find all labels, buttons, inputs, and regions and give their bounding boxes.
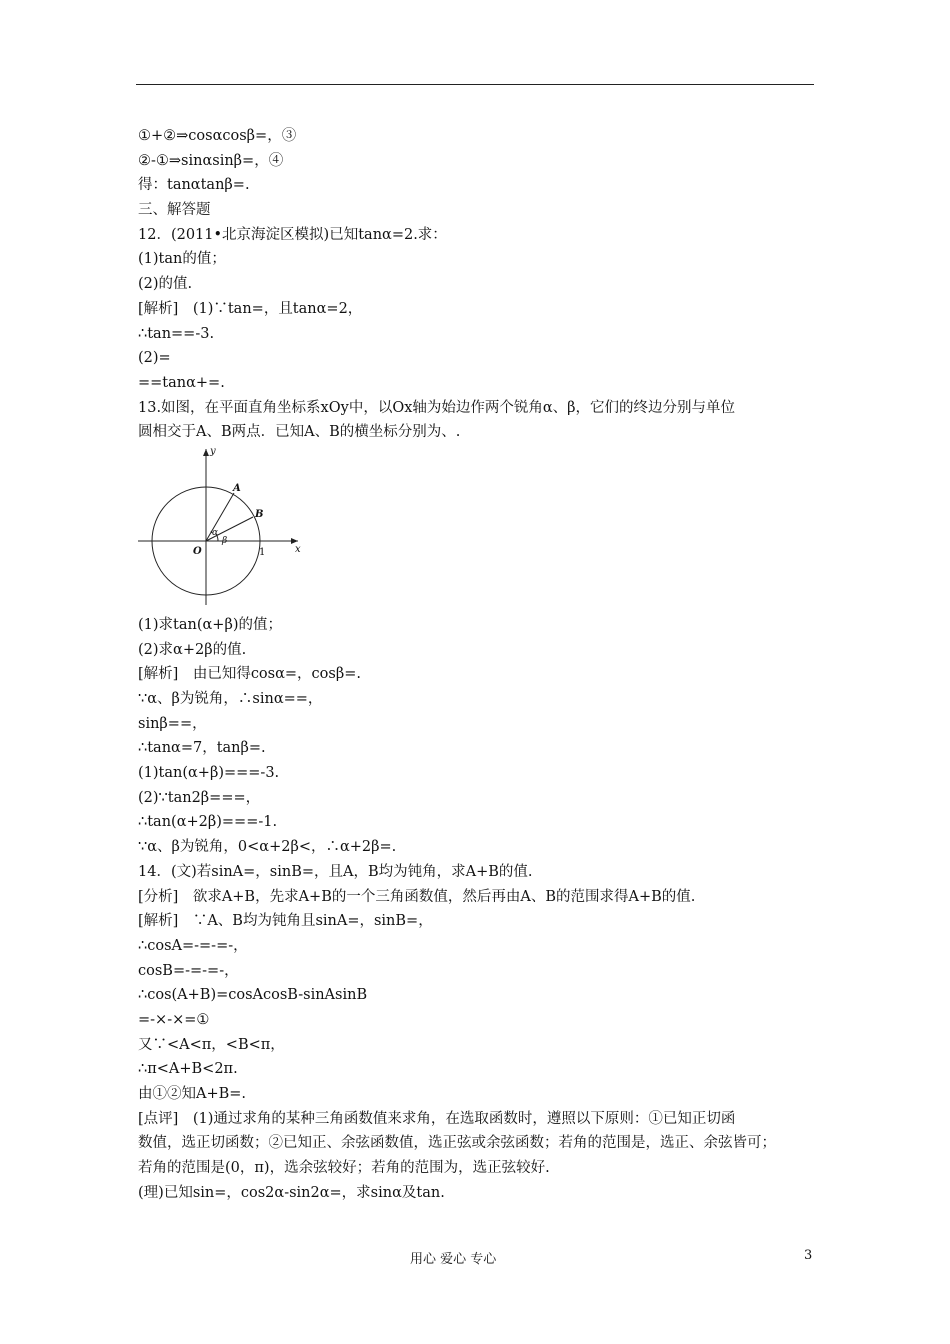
text-line: cosB=-=-=-，: [138, 962, 239, 979]
text-line: 又∵<A<π，<B<π，: [138, 1036, 285, 1053]
text-line: [解析] (1)∵tan=，且tanα=2，: [138, 300, 363, 317]
text-line: ∴tan(α+2β)===-1.: [138, 814, 278, 831]
page-number: 3: [804, 1248, 813, 1263]
problem-14: 14．(文)若sinA=，sinB=，且A，B均为钝角，求A+B的值.: [138, 863, 533, 880]
problem-12: 12．(2011•北京海淀区模拟)已知tanα=2.求：: [138, 226, 447, 243]
label-origin: O: [193, 545, 202, 557]
text-line: (1)tan的值；: [138, 251, 226, 268]
text-line: [点评] (1)通过求角的某种三角函数值来求角，在选取函数时，遵照以下原则：①已知正切函: [138, 1110, 736, 1127]
text-line: ==tanα+=.: [138, 374, 225, 391]
label-point-b: B: [255, 508, 264, 520]
text-line: ∵α、β为锐角，0<α+2β<，∴α+2β=.: [138, 839, 397, 856]
section-heading: 三、解答题: [138, 202, 211, 219]
text-line: [解析] 由已知得cosα=，cosβ=.: [138, 666, 361, 683]
text-line: ∴cos(A+B)=cosAcosB-sinAsinB: [138, 987, 368, 1004]
text-line: (理)已知sin=，cos2α-sin2α=，求sinα及tan.: [138, 1184, 445, 1201]
label-y: y: [210, 445, 216, 457]
text-line: [分析] 欲求A+B，先求A+B的一个三角函数值，然后再由A、B的范围求得A+B的值.: [138, 888, 696, 905]
text-line: ∵α、β为锐角，∴sinα==，: [138, 691, 323, 707]
text-line: 由①②知A+B=.: [138, 1086, 247, 1102]
text-line: [解析] ∵A、B均为钝角且sinA=，sinB=，: [138, 913, 433, 930]
text-line: (2)求α+2β的值.: [138, 641, 247, 658]
y-axis-arrow: [203, 449, 209, 456]
text-line: ①+②⇒cosαcosβ=，③: [138, 128, 297, 144]
text-line: (2)=: [138, 350, 171, 367]
text-line: ②-①⇒sinαsinβ=，④: [138, 152, 284, 169]
text-line: ∴π<A+B<2π.: [138, 1061, 238, 1078]
document-body: [138, 124, 818, 1205]
label-x: x: [295, 543, 301, 555]
unit-circle-figure: [138, 445, 818, 613]
text-line: ∴tan==-3.: [138, 325, 215, 342]
text-line: ∴tanα=7，tanβ=.: [138, 740, 266, 757]
footer-slogan: 用心 爱心 专心: [410, 1252, 497, 1267]
text-line: =-×-×=①: [138, 1011, 210, 1028]
text-line: 数值，选正切函数；②已知正、余弦函数值，选正弦或余弦函数；若角的范围是，选正、余弦皆可；: [138, 1135, 776, 1152]
text-line: ∴cosA=-=-=-，: [138, 937, 248, 954]
text-line: 若角的范围是(0，π)，选余弦较好；若角的范围为，选正弦较好.: [138, 1160, 550, 1177]
text-line: (1)求tan(α+β)的值；: [138, 616, 282, 633]
text-line: (2)∵tan2β===，: [138, 789, 261, 806]
unit-circle-diagram: [138, 445, 313, 613]
text-line: 得：tanαtanβ=.: [138, 177, 250, 194]
text-line: (2)的值.: [138, 276, 193, 293]
text-line: sinβ==，: [138, 715, 207, 732]
text-line: (1)tan(α+β)===-3.: [138, 765, 280, 782]
label-beta: β: [222, 535, 228, 546]
label-point-a: A: [233, 482, 241, 494]
text-line: 圆相交于A、B两点．已知A、B的横坐标分别为、.: [138, 424, 461, 441]
header-rule: [136, 84, 814, 85]
label-one: 1: [259, 546, 266, 558]
label-alpha: α: [212, 527, 219, 538]
problem-13: 13.如图，在平面直角坐标系xOy中，以Ox轴为始边作两个锐角α、β，它们的终边分别与单位: [138, 399, 736, 416]
